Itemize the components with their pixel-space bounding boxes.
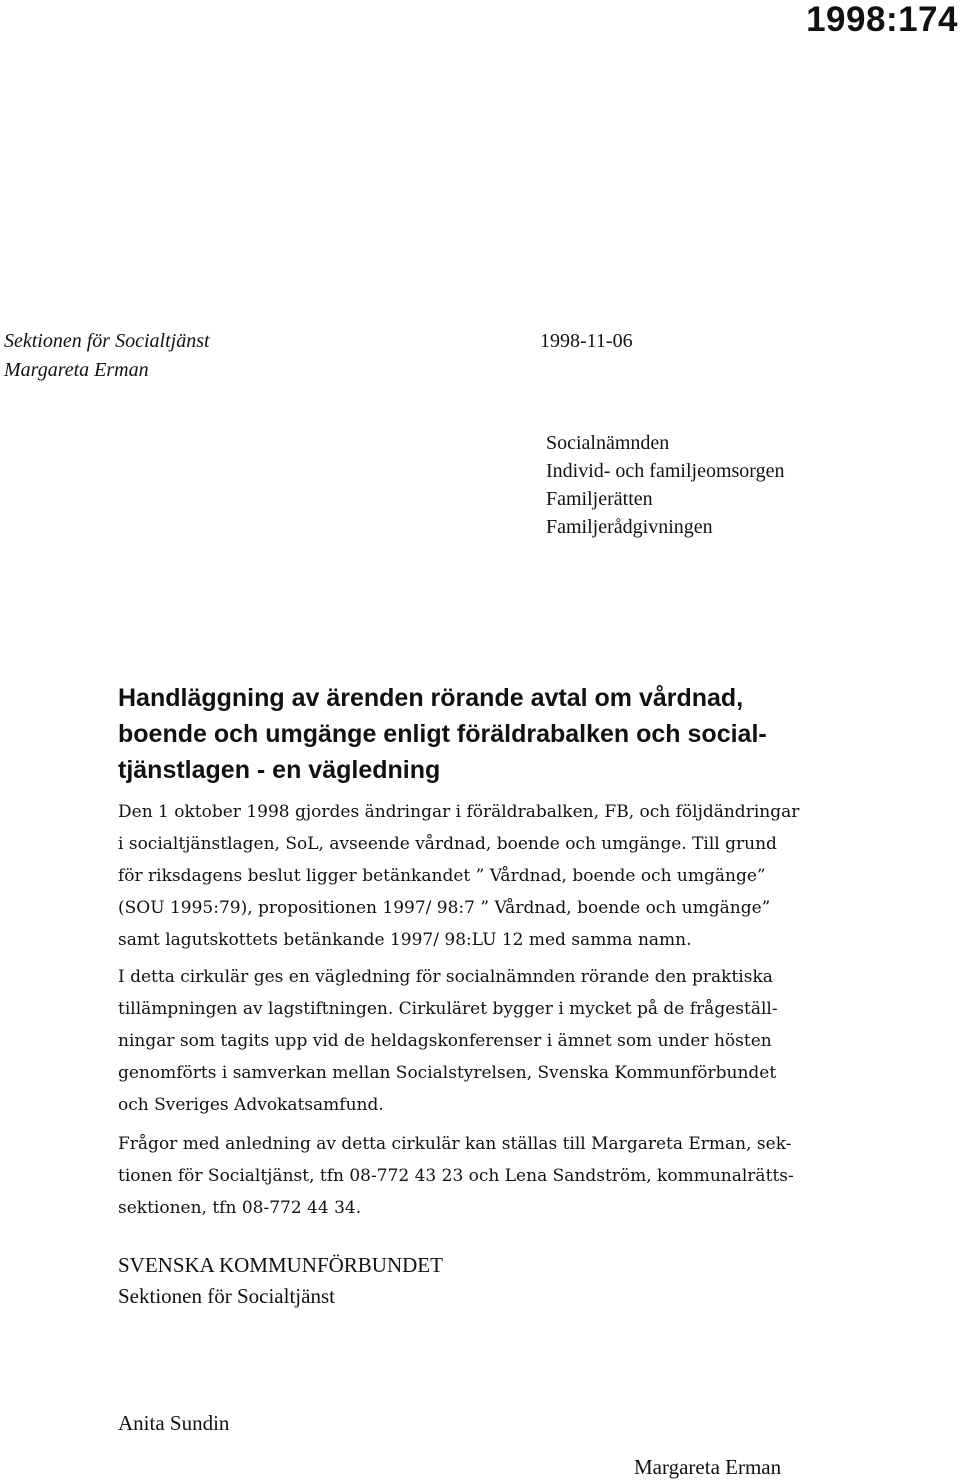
paragraph-intro [118,796,898,956]
paragraph-line: tionen för Socialtjänst, tfn 08-772 43 23 och Lena Sandström, kommunalrätts- [118,1166,794,1186]
paragraph-contact [118,1128,898,1224]
paragraph-purpose [118,961,898,1121]
document-number: 1998:174 [806,0,958,39]
sender-section: Sektionen för Socialtjänst [4,330,210,352]
recipient: Socialnämnden [546,432,670,454]
paragraph-line: Frågor med anledning av detta cirkulär kan ställas till Margareta Erman, sek- [118,1134,792,1154]
title-line: Handläggning av ärenden rörande avtal om vårdnad, [118,684,744,712]
title-line: boende och umgänge enligt föräldrabalken och social- [118,720,767,748]
recipient: Familjerådgivningen [546,516,713,538]
signoff-organization: SVENSKA KOMMUNFÖRBUNDET [118,1253,443,1277]
paragraph-line: tillämpningen av lagstiftningen. Cirkuläret bygger i mycket på de frågeställ- [118,999,778,1019]
paragraph-line: Den 1 oktober 1998 gjordes ändringar i föräldrabalken, FB, och följdändringar [118,802,800,822]
document-title [118,680,878,788]
recipient-list [546,429,784,541]
paragraph-line: genomförts i samverkan mellan Socialstyrelsen, Svenska Kommunförbundet [118,1063,777,1083]
paragraph-line: för riksdagens beslut ligger betänkandet ” Vårdnad, boende och umgänge” [118,866,766,886]
paragraph-line: samt lagutskottets betänkande 1997/ 98:LU 12 med samma namn. [118,930,692,950]
sender-name: Margareta Erman [4,359,149,381]
recipient: Individ- och familjeomsorgen [546,460,785,482]
paragraph-line: (SOU 1995:79), propositionen 1997/ 98:7 ” Vårdnad, boende och umgänge” [118,898,771,918]
document-date: 1998-11-06 [540,330,633,352]
paragraph-line: sektionen, tfn 08-772 44 34. [118,1198,362,1218]
signoff-section: Sektionen för Socialtjänst [118,1284,335,1308]
paragraph-line: och Sveriges Advokatsamfund. [118,1095,384,1115]
signoff-block [118,1250,443,1312]
recipient: Familjerätten [546,488,653,510]
signatory-name: Margareta Erman [634,1455,782,1479]
paragraph-line: i socialtjänstlagen, SoL, avseende vårdnad, boende och umgänge. Till grund [118,834,777,854]
sender-block [4,327,210,385]
paragraph-line: ningar som tagits upp vid de heldagskonferenser i ämnet som under hösten [118,1031,772,1051]
signatory-name: Anita Sundin [118,1411,230,1435]
paragraph-line: I detta cirkulär ges en vägledning för socialnämnden rörande den praktiska [118,967,773,987]
title-line: tjänstlagen - en vägledning [118,756,441,784]
